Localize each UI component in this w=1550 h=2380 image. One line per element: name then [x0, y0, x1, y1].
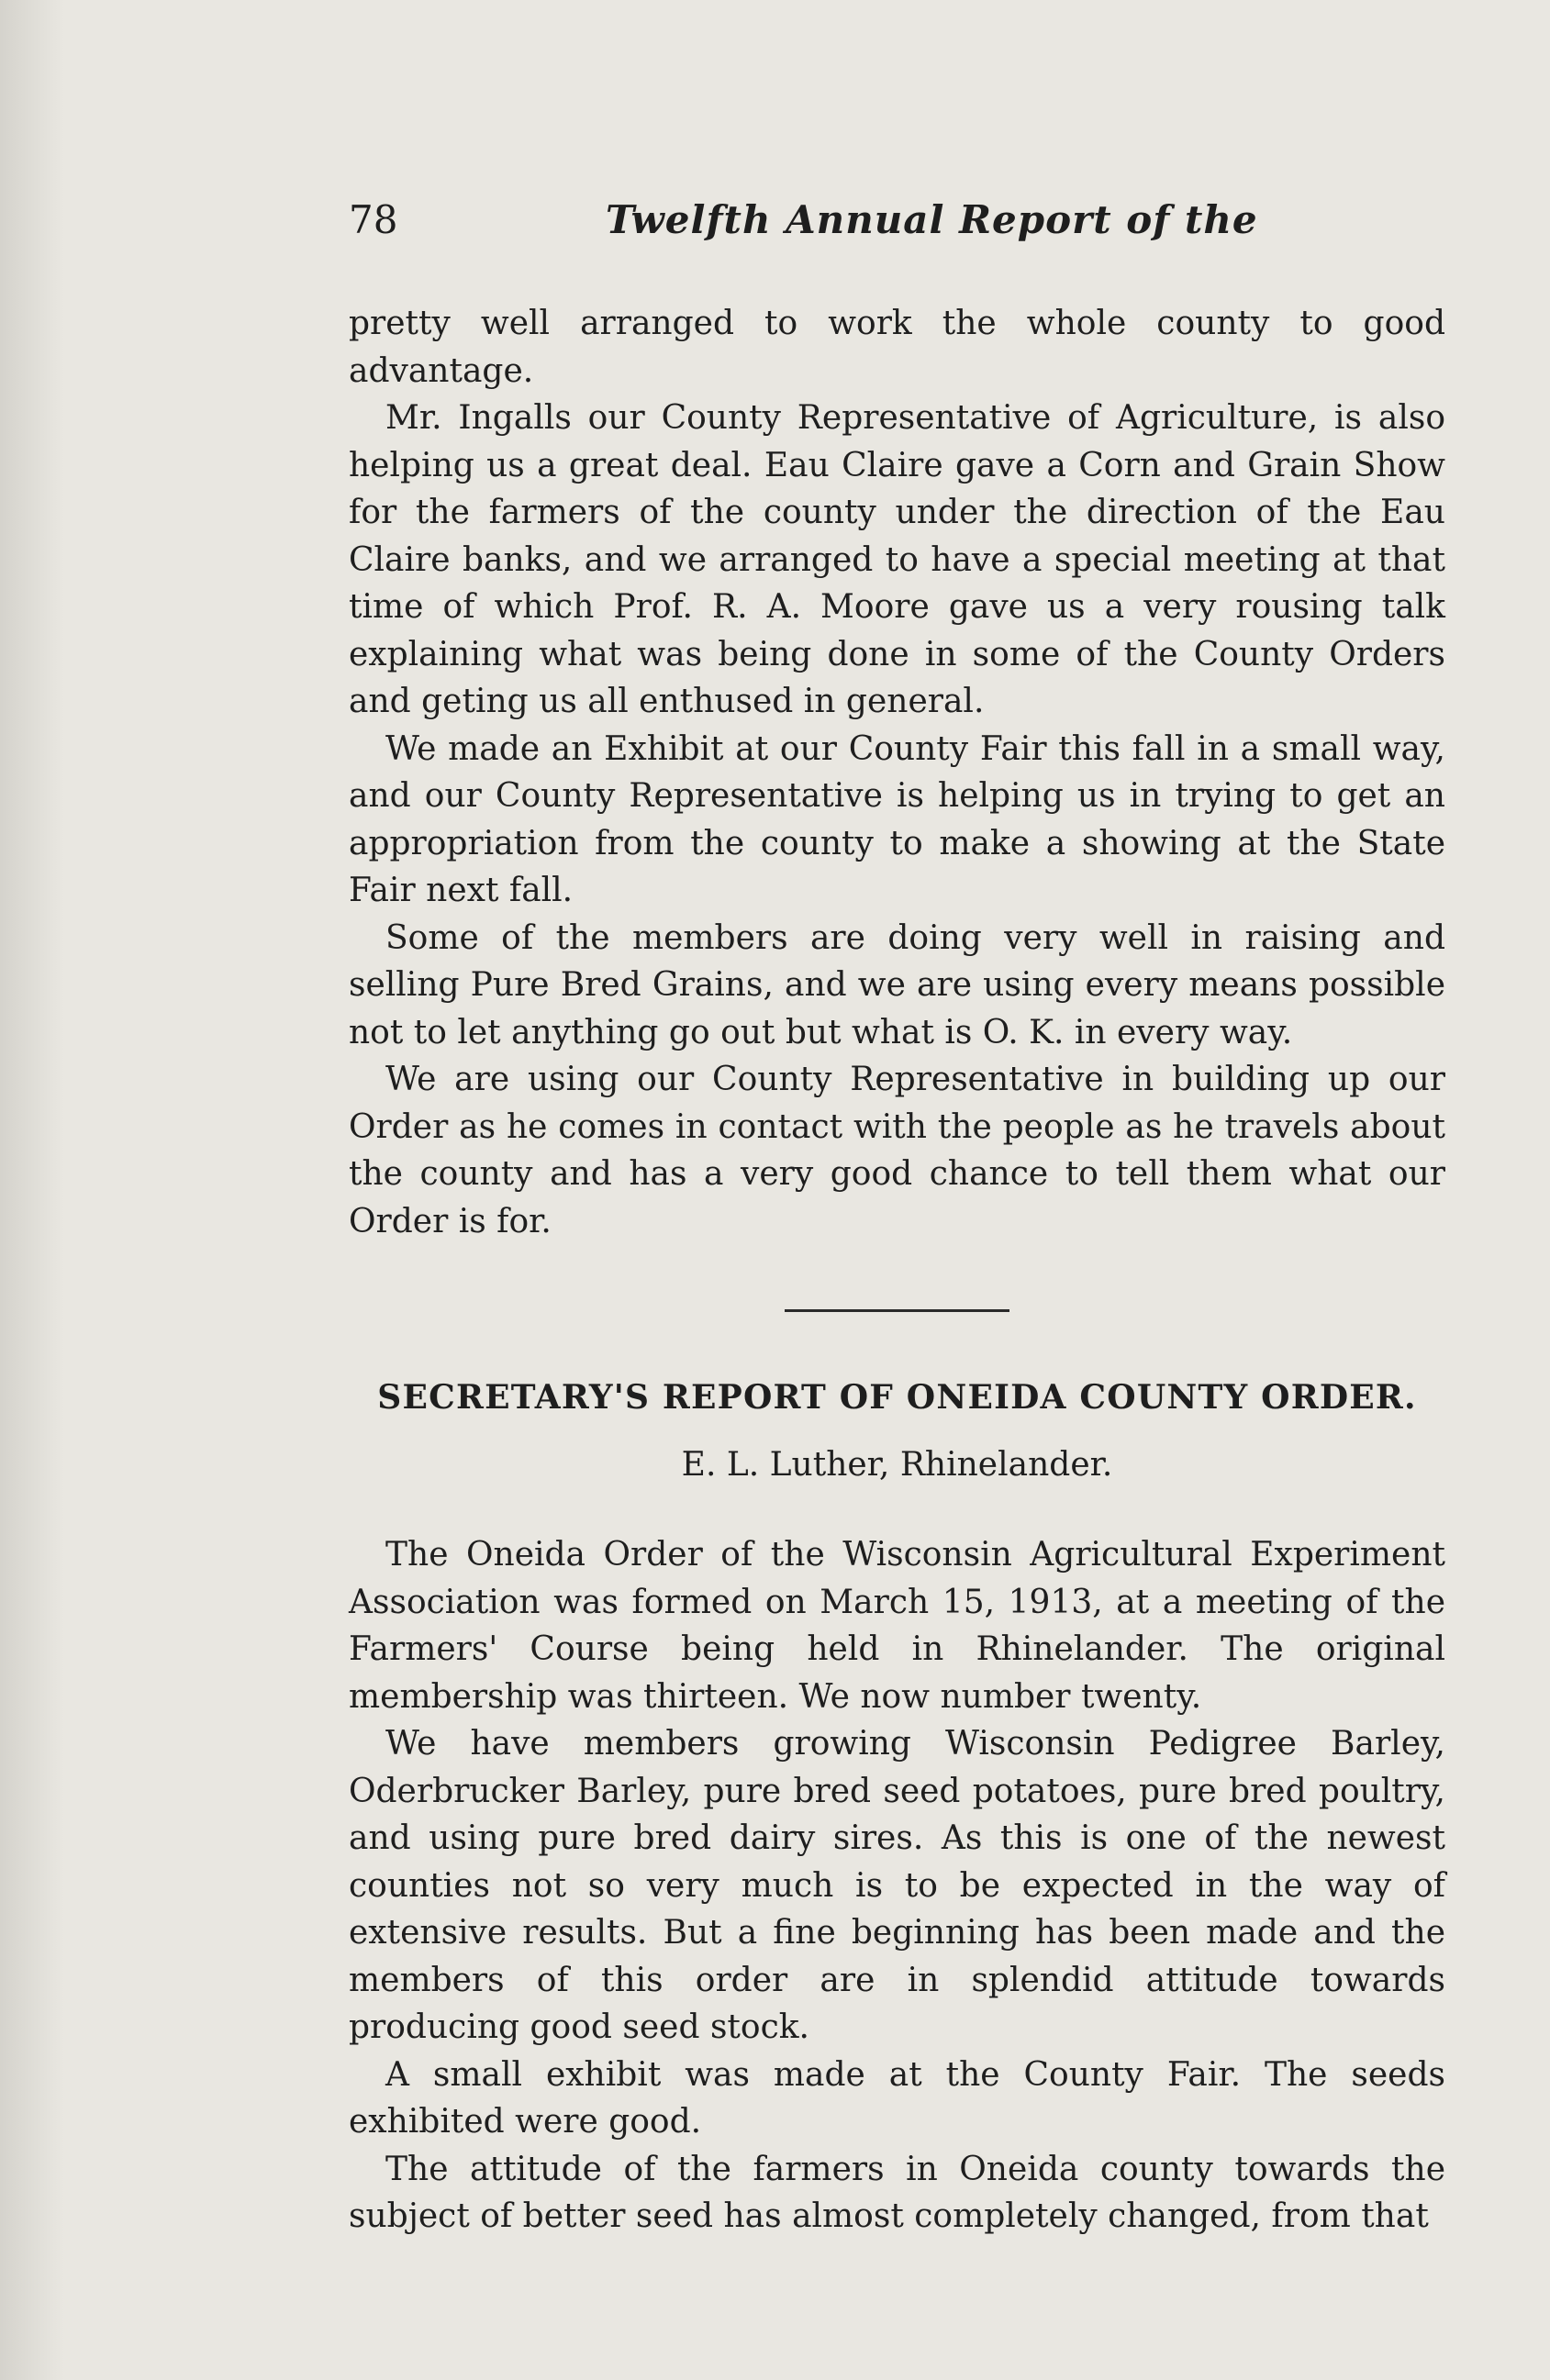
book-page: [349, 197, 1445, 2241]
paragraph-ingalls: Mr. Ingalls our County Representative of Agriculture, is also helping us a great deal. Eau Claire gave a Corn and Grain Show for the farmers of the county under the direction of the Eau Claire banks, and we arranged to have a special meeting at that time of which Prof. R. A. Moore gave us a very rousing talk explaining what was being done in some of the County Orders and geting us all enthused in general.: [349, 399, 1445, 720]
paragraph-members-growing: We have members growing Wisconsin Pedigree Barley, Oderbrucker Barley, pure bred seed potatoes, pure bred poultry, and using pure bred dairy sires. As this is one of the newest counties not so very much is to be expected in the way of extensive results. But a fine beginning has been made and the members of this order are in splendid attitude towards producing good seed stock.: [349, 1725, 1445, 2046]
author-byline: E. L. Luther, Rhinelander.: [681, 1446, 1113, 1484]
paragraph-county-representative: We are using our County Representative in building up our Order as he comes in contact with the people as he travels about the county and has a very good chance to tell them what our Order is for.: [349, 1061, 1445, 1240]
oneida-report-text: [349, 1531, 1445, 2241]
section-heading: SECRETARY'S REPORT OF ONEIDA COUNTY ORDER.: [377, 1378, 1417, 1417]
section-divider: [785, 1309, 1009, 1312]
running-header: [349, 197, 1445, 261]
paragraph-continuation: pretty well arranged to work the whole county to good advantage.: [349, 305, 1445, 390]
paragraph-pure-bred-grains: Some of the members are doing very well in raising and selling Pure Bred Grains, and we are using every means possible not to let anything go out but what is O. K. in every way.: [349, 918, 1445, 1051]
paragraph-exhibit: We made an Exhibit at our County Fair this fall in a small way, and our County Representative is helping us in trying to get an appropriation from the county to make a showing at the State Fair next fall.: [349, 729, 1445, 909]
page-number: 78: [349, 197, 398, 242]
paragraph-attitude: The attitude of the farmers in Oneida county towards the subject of better seed has almost completely changed, from that: [349, 2150, 1445, 2235]
continued-report-text: [349, 300, 1445, 1245]
paragraph-county-fair: A small exhibit was made at the County Fair. The seeds exhibited were good.: [349, 2055, 1445, 2141]
scan-edge-shadow: [0, 0, 64, 2380]
paragraph-formation: The Oneida Order of the Wisconsin Agricultural Experiment Association was formed on March 15, 1913, at a meeting of the Farmers' Course being held in Rhinelander. The original membership was thirteen. We now number twenty.: [349, 1536, 1445, 1716]
running-title: Twelfth Annual Report of the: [606, 197, 1258, 242]
